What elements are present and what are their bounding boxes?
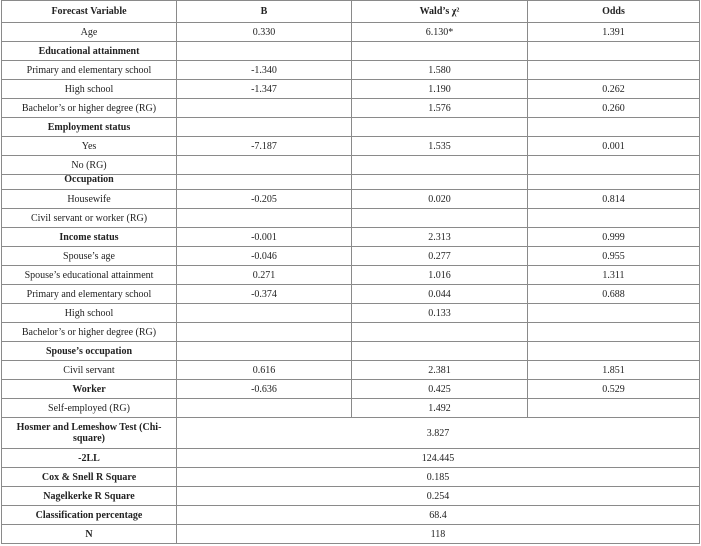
row-label: Primary and elementary school [2, 285, 177, 304]
row-label: Worker [2, 380, 177, 399]
row-odds-value [528, 304, 700, 323]
row-label: Spouse’s occupation [2, 342, 177, 361]
table-row [2, 228, 700, 247]
row-wald-value: 1.580 [352, 61, 528, 80]
row-b-value: 0.616 [177, 361, 352, 380]
header-wald-chi-square: Wald’s χ² [352, 1, 528, 23]
summary-row [2, 506, 700, 525]
row-b-value: -0.205 [177, 190, 352, 209]
row-b-value [177, 342, 352, 361]
row-label: No (RG) [2, 156, 177, 175]
row-label: High school [2, 304, 177, 323]
row-b-value: 0.271 [177, 266, 352, 285]
table-row [2, 156, 700, 175]
table-row [2, 61, 700, 80]
row-b-value [177, 304, 352, 323]
summary-row [2, 468, 700, 487]
row-odds-value [528, 323, 700, 342]
row-label: Bachelor’s or higher degree (RG) [2, 99, 177, 118]
row-label: Age [2, 23, 177, 42]
table-row [2, 99, 700, 118]
row-wald-value [352, 118, 528, 137]
table-row [2, 266, 700, 285]
table-row [2, 175, 700, 190]
row-label: Yes [2, 137, 177, 156]
summary-row [2, 449, 700, 468]
row-b-value: 0.330 [177, 23, 352, 42]
row-label: Self-employed (RG) [2, 399, 177, 418]
row-label: Civil servant [2, 361, 177, 380]
row-wald-value: 0.044 [352, 285, 528, 304]
row-wald-value: 1.190 [352, 80, 528, 99]
header-odds: Odds [528, 1, 700, 23]
summary-value: 0.254 [177, 487, 700, 506]
table-row [2, 118, 700, 137]
table-row [2, 399, 700, 418]
row-wald-value: 0.425 [352, 380, 528, 399]
row-odds-value: 1.391 [528, 23, 700, 42]
row-odds-value: 0.955 [528, 247, 700, 266]
row-odds-value: 0.001 [528, 137, 700, 156]
row-label: Employment status [2, 118, 177, 137]
table-row [2, 323, 700, 342]
row-odds-value [528, 61, 700, 80]
table-body [2, 23, 700, 544]
row-b-value [177, 323, 352, 342]
row-label: Primary and elementary school [2, 61, 177, 80]
row-odds-value: 0.529 [528, 380, 700, 399]
row-wald-value: 0.277 [352, 247, 528, 266]
row-odds-value: 1.311 [528, 266, 700, 285]
summary-label: Hosmer and Lemeshow Test (Chi-square) [2, 418, 177, 449]
row-wald-value [352, 156, 528, 175]
table-row [2, 304, 700, 323]
row-label: Civil servant or worker (RG) [2, 209, 177, 228]
row-odds-value: 0.814 [528, 190, 700, 209]
row-b-value: -0.374 [177, 285, 352, 304]
row-b-value [177, 42, 352, 61]
header-b: B [177, 1, 352, 23]
row-label: Income status [2, 228, 177, 247]
summary-label: N [2, 525, 177, 544]
row-wald-value: 1.535 [352, 137, 528, 156]
row-odds-value [528, 342, 700, 361]
row-wald-value [352, 42, 528, 61]
row-odds-value: 0.260 [528, 99, 700, 118]
row-label: Bachelor’s or higher degree (RG) [2, 323, 177, 342]
row-odds-value [528, 42, 700, 61]
table-row [2, 190, 700, 209]
row-label: Housewife [2, 190, 177, 209]
row-b-value [177, 99, 352, 118]
row-b-value [177, 156, 352, 175]
table-row [2, 285, 700, 304]
summary-label: Classification percentage [2, 506, 177, 525]
table-row [2, 342, 700, 361]
table-row [2, 137, 700, 156]
row-wald-value: 1.492 [352, 399, 528, 418]
summary-value: 124.445 [177, 449, 700, 468]
row-odds-value [528, 399, 700, 418]
table-row [2, 361, 700, 380]
row-b-value [177, 209, 352, 228]
row-odds-value [528, 156, 700, 175]
row-b-value: -0.636 [177, 380, 352, 399]
row-odds-value: 0.262 [528, 80, 700, 99]
header-row [2, 1, 700, 23]
summary-label: Nagelkerke R Square [2, 487, 177, 506]
row-label: Occupation [2, 175, 177, 190]
regression-table [1, 0, 700, 544]
row-label: Spouse’s age [2, 247, 177, 266]
table-row [2, 23, 700, 42]
row-odds-value: 1.851 [528, 361, 700, 380]
summary-value: 118 [177, 525, 700, 544]
row-odds-value: 0.688 [528, 285, 700, 304]
summary-value: 3.827 [177, 418, 700, 449]
header-forecast-variable: Forecast Variable [2, 1, 177, 23]
summary-row [2, 487, 700, 506]
summary-row [2, 525, 700, 544]
row-label: High school [2, 80, 177, 99]
table-row [2, 80, 700, 99]
row-b-value [177, 175, 352, 190]
row-wald-value [352, 209, 528, 228]
row-wald-value: 6.130* [352, 23, 528, 42]
row-wald-value: 1.576 [352, 99, 528, 118]
row-b-value: -0.046 [177, 247, 352, 266]
row-odds-value [528, 118, 700, 137]
row-wald-value [352, 175, 528, 190]
summary-label: -2LL [2, 449, 177, 468]
row-b-value: -1.347 [177, 80, 352, 99]
row-odds-value: 0.999 [528, 228, 700, 247]
row-b-value [177, 118, 352, 137]
row-b-value: -1.340 [177, 61, 352, 80]
row-wald-value: 2.313 [352, 228, 528, 247]
row-wald-value [352, 323, 528, 342]
summary-label: Cox & Snell R Square [2, 468, 177, 487]
row-b-value: -7.187 [177, 137, 352, 156]
row-label: Spouse’s educational attainment [2, 266, 177, 285]
summary-value: 0.185 [177, 468, 700, 487]
summary-row [2, 418, 700, 449]
row-wald-value: 0.020 [352, 190, 528, 209]
row-odds-value [528, 209, 700, 228]
row-wald-value: 2.381 [352, 361, 528, 380]
summary-value: 68.4 [177, 506, 700, 525]
row-wald-value: 1.016 [352, 266, 528, 285]
row-label: Educational attainment [2, 42, 177, 61]
row-b-value: -0.001 [177, 228, 352, 247]
table-row [2, 209, 700, 228]
table-row [2, 42, 700, 61]
row-odds-value [528, 175, 700, 190]
row-b-value [177, 399, 352, 418]
table-row [2, 247, 700, 266]
row-wald-value [352, 342, 528, 361]
table-row [2, 380, 700, 399]
row-wald-value: 0.133 [352, 304, 528, 323]
